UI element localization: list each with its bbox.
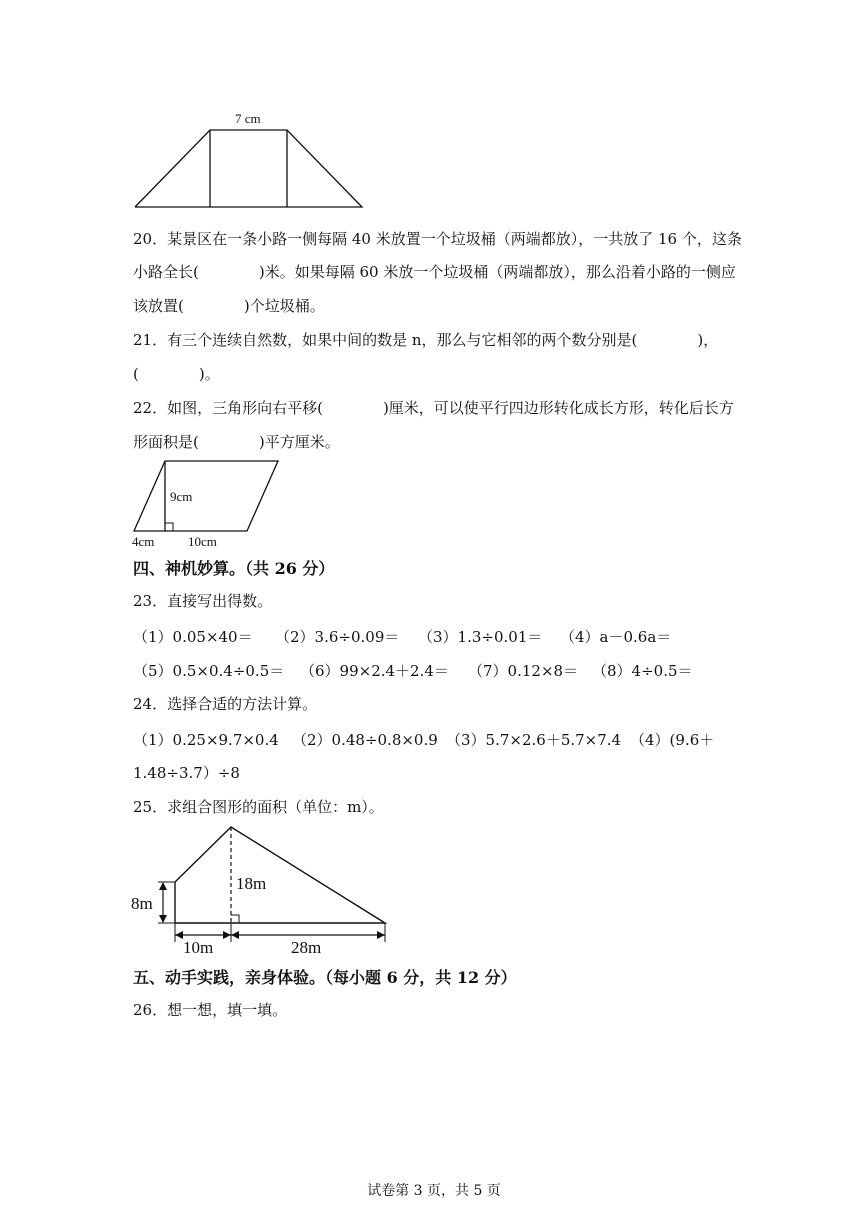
arrow-head	[159, 915, 167, 923]
q20-line2: 小路全长( )米。如果每隔 60 米放一个垃圾桶（两端都放），那么沿着小路的一侧应	[133, 263, 736, 281]
q21-line2: ( )。	[133, 365, 220, 383]
q24-item: （1）0.25×9.7×0.4	[133, 731, 279, 749]
q24-continuation: 1.48÷3.7）÷8	[133, 764, 240, 782]
q23-item: （7）0.12×8＝	[468, 662, 579, 680]
q22-line2: 形面积是( )平方厘米。	[133, 433, 340, 451]
q23-item: （2）3.6÷0.09＝	[275, 628, 400, 646]
q24-title: 24．选择合适的方法计算。	[133, 695, 318, 713]
composite-bottom-right-label: 28m	[291, 938, 322, 957]
arrow-head	[231, 931, 239, 939]
composite-height-label: 18m	[236, 874, 267, 893]
composite-figure	[128, 822, 393, 957]
composite-outline	[175, 827, 385, 923]
arrow-head	[223, 931, 231, 939]
section4-title: 四、神机妙算。（共 26 分）	[133, 559, 335, 578]
right-angle-mark	[165, 523, 173, 531]
q24-item: （3）5.7×2.6＋5.7×7.4	[446, 731, 622, 749]
composite-bottom-left-label: 10m	[183, 938, 214, 957]
q23-item: （5）0.5×0.4÷0.5＝	[133, 662, 285, 680]
q26-title: 26．想一想，填一填。	[133, 1001, 288, 1019]
parallelogram-base-label: 10cm	[188, 534, 217, 549]
q24-item: （2）0.48÷0.8×0.9	[292, 731, 438, 749]
trapezoid-figure	[130, 105, 370, 213]
q23-item: （3）1.3÷0.01＝	[418, 628, 543, 646]
arrow-head	[377, 931, 385, 939]
q21-line1: 21．有三个连续自然数，如果中间的数是 n，那么与它相邻的两个数分别是( )，	[133, 331, 719, 349]
q25-title: 25．求组合图形的面积（单位：m）。	[133, 798, 384, 816]
arrow-head	[175, 931, 183, 939]
q23-item: （6）99×2.4＋2.4＝	[300, 662, 449, 680]
composite-left-label: 8m	[131, 894, 153, 913]
parallelogram-height-label: 9cm	[170, 489, 193, 504]
parallelogram-figure	[128, 456, 288, 550]
q23-item: （8）4÷0.5＝	[592, 662, 693, 680]
q22-line1: 22．如图，三角形向右平移( )厘米，可以使平行四边形转化成长方形，转化后长方	[133, 399, 734, 417]
page-footer: 试卷第 3 页，共 5 页	[367, 1183, 501, 1199]
parallelogram-left-label: 4cm	[132, 534, 155, 549]
q23-title: 23．直接写出得数。	[133, 592, 273, 610]
trapezoid-top-label: 7 cm	[235, 111, 261, 126]
q23-item: （1）0.05×40＝	[133, 628, 253, 646]
q20-line3: 该放置( )个垃圾桶。	[133, 297, 325, 315]
section5-title: 五、动手实践，亲身体验。（每小题 6 分，共 12 分）	[133, 968, 517, 987]
arrow-head	[159, 882, 167, 890]
q20-line1: 20．某景区在一条小路一侧每隔 40 米放置一个垃圾桶（两端都放），一共放了 16 个，这条	[133, 230, 742, 248]
parallelogram-outline	[134, 461, 278, 531]
trapezoid-outline	[135, 130, 362, 207]
q24-item: （4）(9.6＋	[630, 731, 715, 749]
right-angle-mark	[231, 915, 239, 923]
q23-item: （4）a－0.6a＝	[560, 628, 672, 646]
